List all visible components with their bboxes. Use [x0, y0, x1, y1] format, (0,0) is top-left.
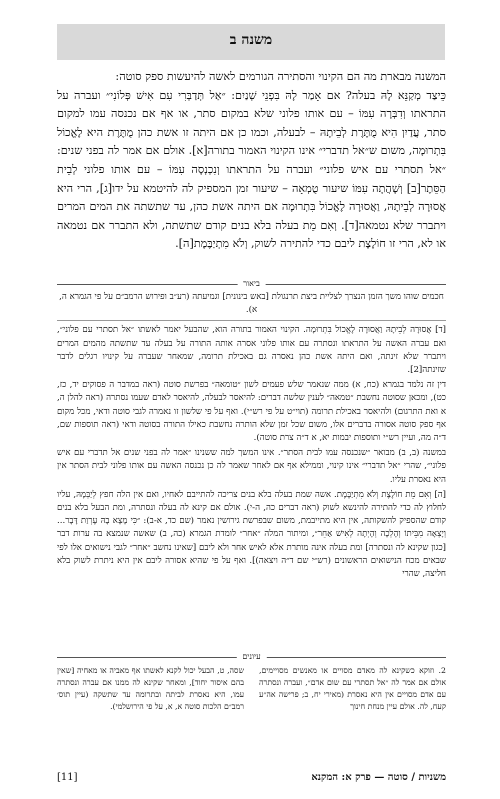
commentary-paragraph: [ד] אֲסוּרָה לְבֵיתָהּ וַאֲסוּרָה לֶאֱכוֹל בִּתְרוּמָה. הקינוי האמור בתורה הוא, שהבעל יאמר לאשתו ״אל תסתרי עם פלוני״, ואם עברה האשה על התראתו ונסתרה עם אותו פלוני אסרה אותה התורה על בעלה עד שתשתה מהמים המרים ויתברר שלא זינתה, ואם היתה אשת כהן נאסרה גם באכילת תרומה, שמאחר שעברה על קינויו רגלים לדבר שזינתה[2]. [57, 325, 446, 376]
mishnah-body: כֵּיצַד מְקַנֵּא לָהּ בעלה? אם אָמַר לָהּ בִּפְנֵי שְׁנַיִם: ״אַל תְּדַבְּרִי עִם אִישׁ פְּלוֹנִי״ ועברה על התראתו וְדִבְּרָה עִמּוֹ – עם אותו פלוני שלא במקום סתר, או אף אם נכנסה עמו למקום סתר, עֲדַיִן הִיא מֻתֶּרֶת לְבֵיתָהּ – לבעלה, וכמו כן אם היתה זו אשת כהן מֻתֶּרֶת היא לֶאֱכוֹל בִּתְרוּמָה, משום ש״אל תדברי״ אינו הקינוי האמור בתורה[א]. אולם אם אמר לה בפני שנים: ״אל תסתרי עם איש פלוני״ ועברה על התראתו וְנִכְנְסָה עִמּוֹ – עם אותו פלוני לְבֵית הַסֵּתֶר[ב] וְשָׁהֲתָה עִמּוֹ שיעור טֻמְאָה – שיעור זמן המספיק לה להיטמא על ידו[ג], הרי היא אֲסוּרָה לְבֵיתָהּ, וַאֲסוּרָה לֶאֱכוֹל בִּתְרוּמָה אם היתה אשת כהן, עד שתשתה את המים המרים ויתברר שלא נטמאה[ד]. וְאִם מֵת בעלה בלא בנים קודם שתשתה, ולא התברר אם נטמאה או לא, הרי זו חוֹלֶצֶת ליבם כדי להתירה לשוק, וְלֹא מִתְיַבֶּמֶת[ה]. [57, 88, 446, 251]
footnote-right-column: 2. וזוקא כשקינא לה מאדם מסויים או מאנשים מסויימים, אולם אם אמר לה ״אל תסתרי עם שום אדם״, ועברה ונסתרה עם אדם מסויים אין היא נאסרת (מאירי יח, ב; פרישה אה״ע קעח, לה. אולם עיין מנחת חינוך [259, 666, 446, 711]
mishnah-intro: המשנה מבארת מה הם הקינוי והסתירה הגורמים לאשה להיעשות ספק סוטה: [115, 70, 446, 83]
running-head: משניות / סוטה — פרק א: המקנא [311, 772, 446, 783]
commentary [57, 291, 446, 583]
commentary-intro: חכמים שוהו משך הזמן הנצרך לצליית ביצת תרנגולת [באש בינונית] וגמיעתה (רע״ב ופירוש הרמב״ם על פי הגמרא ה, א). [59, 292, 444, 316]
mishnah-text [57, 68, 446, 254]
mishnah-title: משנה ב [229, 32, 273, 48]
footnotes [57, 665, 446, 763]
commentary-paragraph: [ה] וְאִם מֵת חוֹלֶצֶת וְלֹא מִתְיַבֶּמֶת. אשה שמת בעלה בלא בנים צריכה להתייבם לאחיו, ואם אין הלה חפץ לְיַבְּמָהּ, עליו לחלוץ לה כדי להתירה להינשא לשוק (ראה דברים כה, ה-י). אולם אם קינא לה בעלה ונסתרה, ומת הבעל בלא בנים קודם שהספיק להשקותה, אין היא מתייבמת, משום שבפרשת גירושין נאמר (שם כד, א-ב): ״כִּי מָצָא בָהּ עֶרְוַת דָּבָר... וְיָצְאָה מִבֵּיתוֹ וְהָלְכָה וְהָיְתָה לְאִישׁ אַחֵר״, ומיתור המלה ״אחר״ לומדת הגמרא (כה, ב) שאשה שנמצא בה ערות דבר [כגון שקינא לה ונסתרה] ומת בעלה אינה מותרת אלא לאיש אחר ולא ליבם [שאינו נחשב ״אחר״ לגבי נישואים אלו לפי שבאים מכח הנישואים הראשונים (רש״י שם ד״ה ויצאה)]. ואף על פי שהיא אסורה ליבם אין היא ניתרת לשוק בלא חליצה, שהרי [57, 489, 446, 580]
page-footer [57, 768, 446, 788]
mishnah-header [57, 24, 445, 60]
commentary-paragraph: דין זה נלמד בגמרא (כח, א) ממה שנאמר שלש פעמים לשון ״טומאה״ בפרשת סוטה (ראה במדבר ה פסוקים יד, כז, כט), ומכאן שסוטה נחשבת ״טמאה״ לענין שלשה דברים: להיאסר לבעלה, להיאסר לאדם שעמו נסתרה (ראה להלן ה, א ואת התרגום) ולהיאסר באכילת תרומה (תוי״ט על פי רש״י). ואף על פי שלשון זו נאמרה לגבי סוטה ודאי, מכל מקום אף ספק סוטה אסורה בדברים אלו, משום שכל זמן שלא הותרה נחשבת כאילו התורה בסוטה ודאי (ראה תוספות שם, ד״ה מה, ועיין רש״י ותוספות יבמות יא, א ד״ה צרת סוטה). [57, 380, 446, 444]
commentary-label: ביאור [237, 278, 266, 290]
footnotes-divider [57, 651, 446, 663]
commentary-divider [57, 278, 446, 290]
footnote-left-column: שסה, ט, הבעל יכול לקנא לאשתו אף מאביה או מאחיה [שאין בהם איסור יחוד], ומאחר שקינא לה ממנו אם עברה ונסתרה עמו, היא נאסרת לביתה ובתרומה עד שתשקה (עיין תוס׳ רמב״ם הלכות סוטה א, א, על פי הירושלמי). [57, 666, 244, 711]
footnotes-label: עיונים [236, 651, 266, 663]
commentary-paragraph: במשנה (ב, ב) מבואר ״שנכנסה עמו לבית הסתר״. אינו המשך למה ששנינו ״אמר לה בפני שנים אל תדברי עם איש פלוני״, שהרי ״אל תדברי״ אינו קינוי, וממילא אף אם לאחר שאמר לה כן נכנסה האשה עם אותו פלוני לבית הסתר אין היא נאסרת עליו. [57, 448, 446, 485]
page-number: [11] [57, 772, 78, 783]
commentary-rule [57, 320, 446, 321]
